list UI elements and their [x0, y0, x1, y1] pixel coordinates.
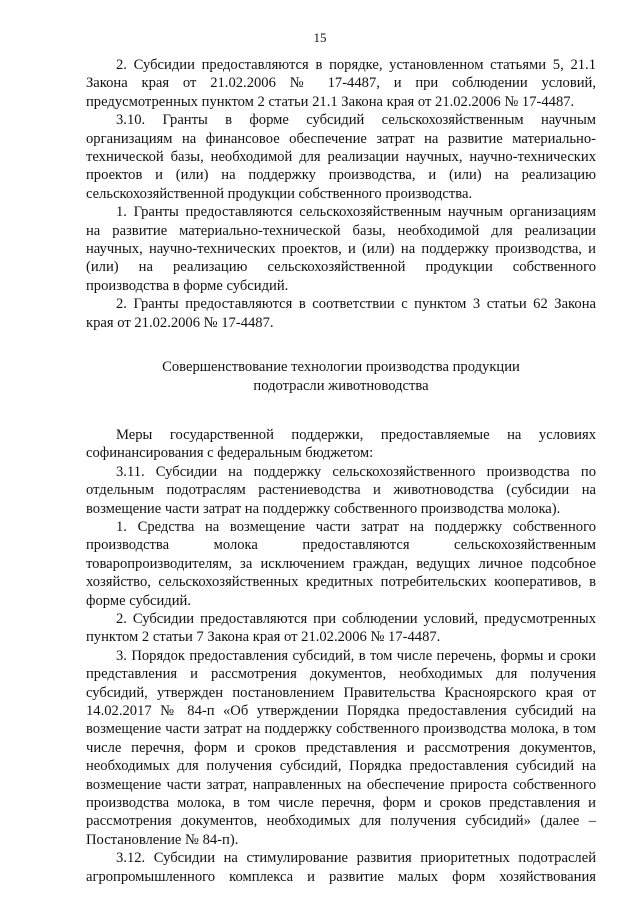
paragraph-milk-subsidy-3: 3. Порядок предоставления субсидий, в том числе перечень, формы и сроки представления и рассмотрения документов, необходимых для получения субсидий, утвержден постановлением Правительства Красноярского края от 14.02.2017 № 84-п «Об утверждении Порядка предоставления субсидий на возмещение части затрат на поддержку собственного производства молока, в том числе перечня, форм и сроков представления и рассмотрения документов, необходимых для получения субсидий, Порядка предоставления субсидий на возмещение части затрат, направленных на обеспечение прироста собственного производства молока, в том числе перечня, форм и сроков представления и рассмотрения документов, необходимых для получения субсидий» (далее – Постановление № 84-п).	[86, 647, 596, 848]
paragraph-subsidies-order: 2. Субсидии предоставляются в порядке, установленном статьями 5, 21.1 Закона края от 21.02.2006 № 17-4487, и при соблюдении условий, предусмотренных пунктом 2 статьи 21.1 Закона края от 21.02.2006 № 17-4487.	[86, 57, 596, 110]
paragraph-support-measures: Меры государственной поддержки, предоставляемые на условиях софинансирования с федеральным бюджетом:	[86, 426, 596, 462]
paragraph-grants-1: 1. Гранты предоставляются сельскохозяйственным научным организациям на развитие материально-технической базы, необходимой для реализации научных, научно-технических проектов, и (или) на поддержку производства, и (или) на реализацию сельскохозяйственной продукции собственного производства в форме субсидий.	[86, 204, 596, 294]
paragraph-milk-subsidy-2: 2. Субсидии предоставляются при соблюдении условий, предусмотренных пунктом 2 статьи 7 Закона края от 21.02.2006 № 17-4487.	[86, 610, 596, 646]
section-heading	[86, 358, 596, 395]
section-heading-line-1: Совершенствование технологии производства продукции	[162, 359, 520, 376]
section-heading-line-2: подотрасли животноводства	[253, 377, 429, 394]
paragraph-milk-subsidy-1: 1. Средства на возмещение части затрат на поддержку собственного производства молока предоставляются сельскохозяйственным товаропроизводителям, за исключением граждан, ведущих личное подсобное хозяйство, сельскохозяйственных кредитных потребительских кооперативов, в форме субсидий.	[86, 518, 596, 609]
paragraph-grants-2: 2. Гранты предоставляются в соответствии с пунктом 3 статьи 62 Закона края от 21.02.2006 № 17-4487.	[86, 296, 596, 331]
paragraph-3-12: 3.12. Субсидии на стимулирование развития приоритетных подотраслей агропромышленного комплекса и развитие малых форм хозяйствования	[86, 850, 596, 885]
paragraph-3-10: 3.10. Гранты в форме субсидий сельскохозяйственным научным организациям на финансовое обеспечение затрат на развитие материально-технической базы, необходимой для реализации научных, научно-технических проектов и (или) на поддержку производства, и (или) на реализацию сельскохозяйственной продукции собственного производства.	[86, 112, 596, 202]
document-body	[86, 56, 596, 886]
page-number: 15	[313, 30, 327, 45]
paragraph-3-11: 3.11. Субсидии на поддержку сельскохозяйственного производства по отдельным подотраслям растениеводства и животноводства (субсидии на возмещение части затрат на поддержку собственного производства молока).	[86, 463, 596, 517]
